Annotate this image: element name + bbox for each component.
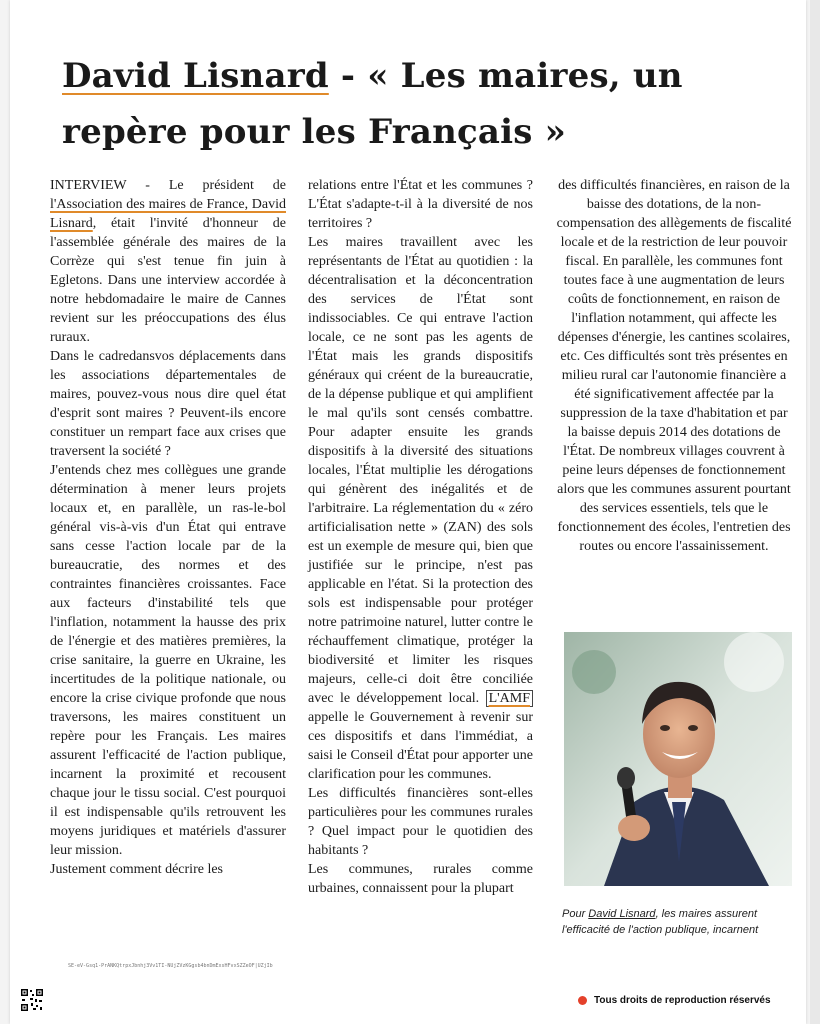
page-scrollbar[interactable]	[810, 0, 820, 1024]
column-1	[50, 176, 286, 879]
answer-2	[308, 233, 533, 784]
question-1: Dans le cadredansvos déplacements dans les associations départementales de maires, pouvez-vous nous dire quel état d'esprit sont maires ? Peuvent-ils encore constituer un rempart face aux crises que traversent la société ?	[50, 349, 286, 459]
column-2	[308, 176, 533, 898]
answer-2-end: appelle le Gouvernement à revenir sur ces dispositifs et dans l'immédiat, a saisi le Conseil d'État pour apporter une clarification pour les communes.	[308, 710, 533, 782]
answer-2-text: Les maires travaillent avec les représentants de l'État au quotidien : la décentralisation et la déconcentration des services de l'État sont indissociables. Ce qui entrave l'action locale, ce ne sont pas les agents de l'État mais les grands dispositifs généraux qui créent de la bureaucratie, de la dépense publique et qui amplifient le mal qu'ils sont censés combattre. Pour adapter ensuite les grands dispositifs à la diversité des situations locales, l'État multiplie les dérogations qui génèrent des inégalités et de l'arbitraire. La réglementation du « zéro artificialisation nette » (ZAN) des sols est un exemple de mesure qui, bien que justifiée sur le principe, n'est pas applicable en l'état. Si la protection des sols est indispensable pour protéger notre patrimoine naturel, lutter contre le réchauffement climatique, protéger la biodiversité et limiter les risques majeurs, celle-ci doit être conciliée avec le développement local.	[308, 235, 533, 706]
amf-mention: L'AMF	[486, 690, 533, 707]
intro-rest: , était l'invité d'honneur de l'assemblée générale des maires de la Corrèze qui s'est tenue fin juin à Egletons. Dans une interview accordée à notre hebdomadaire le maire de Cannes revient sur les préoccupations des élus ruraux.	[50, 216, 286, 345]
answer-3-start: Les communes, rurales comme urbaines, connaissent pour la plupart	[308, 862, 533, 896]
caption-name: David Lisnard	[588, 908, 656, 920]
copyright-text: Tous droits de reproduction réservés	[594, 995, 771, 1006]
portrait-photo	[564, 632, 792, 886]
answer-1: J'entends chez mes collègues une grande détermination à mener leurs projets locaux et, en parallèle, un ras-le-bol général vis-à-vis d'un État qui entrave sans cesse l'action locale par de la bureaucratie, des normes et des contraintes financières croissantes. Face aux facteurs d'instabilité tels que l'inflation, notamment la hausse des prix de l'énergie et des matières premières, la crise sanitaire, la guerre en Ukraine, les incertitudes de la politique nationale, ou encore la crise civique profonde que nous traversons, les maires constituent un repère pour les Français. Les maires assurent l'efficacité de l'action publique, incarnent la proximité et recousent chaque jour le tissu social. C'est pourquoi il est indispensable qu'ils retrouvent les moyens juridiques et matériels d'assurer leur mission.	[50, 463, 286, 858]
column-3	[556, 176, 792, 556]
copyright-footer	[578, 995, 771, 1006]
title-quote: - « Les maires, un repère pour les Français »	[62, 56, 683, 152]
qr-code-icon	[20, 988, 44, 1012]
title-name: David Lisnard	[62, 56, 329, 96]
intro-lead: INTERVIEW - Le président de	[50, 178, 286, 193]
article-title	[62, 48, 762, 160]
intro-amf-link: l'Association des maires de France, David Lisnard	[50, 197, 286, 231]
intro-paragraph	[50, 176, 286, 347]
article-page	[10, 0, 806, 1024]
portrait-illustration	[564, 632, 792, 886]
brand-dot-icon	[578, 996, 587, 1005]
caption-rest: , les maires assurent l'efficacité de l'action publique, incarnent	[562, 908, 759, 936]
question-2-start: Justement comment décrire les	[50, 862, 223, 877]
answer-3-end: des difficultés financières, en raison de la baisse des dotations, de la non-compensation des allègements de fiscalité locale et de la restriction de leur pouvoir fiscal. En parallèle, les communes font toutes face à une augmentation de leurs coûts de fonctionnement, en raison de l'inflation notamment, qui affecte les dépenses d'énergie, les cantines scolaires, etc. Ces difficultés sont très présentes en milieu rural car l'autonomie financière a été significativement affectée par la suppression de la taxe d'habitation et par la baisse depuis 2014 des dotations de l'État. De nombreux villages couvrent à peine leurs dépenses de fonctionnement alors que les communes assurent pourtant des services essentiels, tels que le fonctionnement des écoles, l'entretien des routes ou encore l'assainissement.	[556, 178, 792, 554]
question-3: Les difficultés financières sont-elles particulières pour les communes rurales ? Quel impact pour le quotidien des habitants ?	[308, 786, 533, 858]
caption-lead: Pour	[562, 908, 589, 920]
document-code: SE-eV-Gsq1-PrANKQtrpxJbnhj3Vv1TI-NUjZVzKGgsb4bnDmExsHFvxSZZeOF|UZjIb	[68, 963, 273, 969]
question-2-end: relations entre l'État et les communes ? L'État s'adapte-t-il à la diversité de nos territoires ?	[308, 178, 533, 231]
photo-caption	[562, 906, 798, 938]
